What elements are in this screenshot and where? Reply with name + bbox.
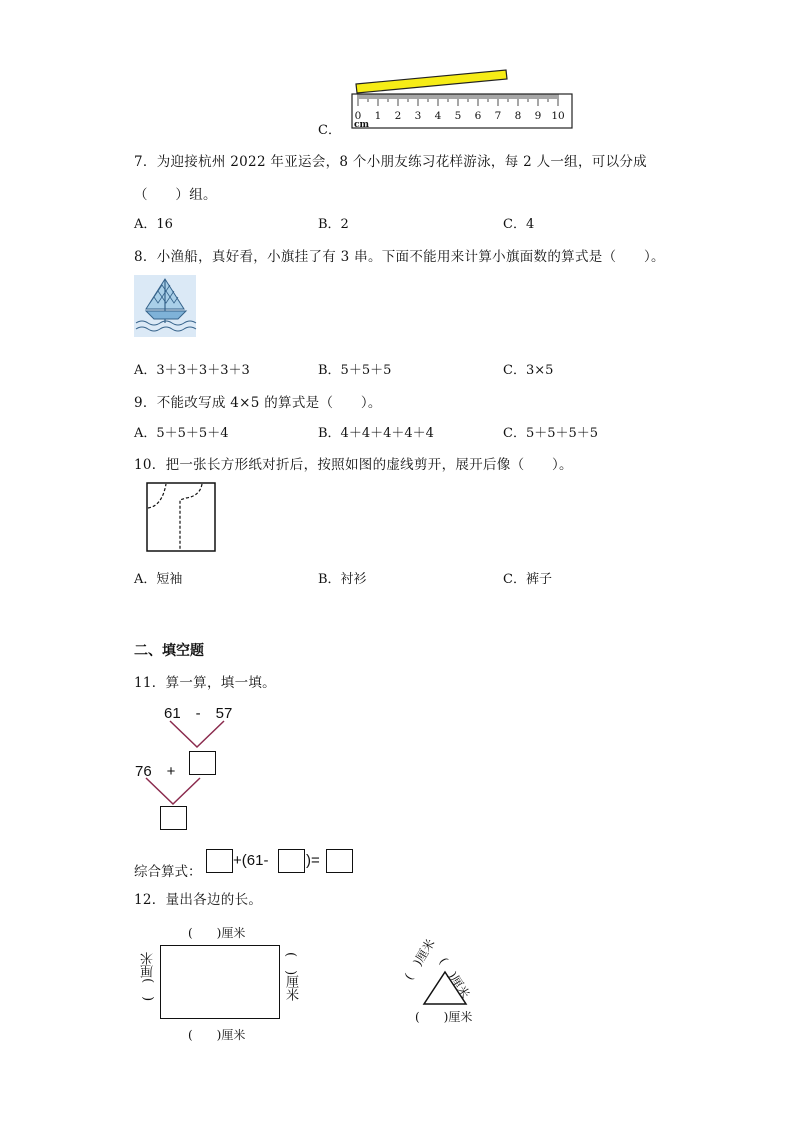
q11-combined-label: 综合算式： bbox=[134, 864, 202, 880]
q7-text-line2: （ ）组。 bbox=[134, 187, 217, 203]
q11-combined-box-2[interactable] bbox=[278, 849, 305, 873]
rect-right-label[interactable]: ( )厘米 bbox=[283, 952, 298, 1002]
q11-combined-box-3[interactable] bbox=[326, 849, 353, 873]
q9-option-b[interactable]: B．4＋4＋4＋4＋4 bbox=[318, 426, 434, 441]
ruler-number: 5 bbox=[454, 110, 462, 122]
yellow-strip bbox=[356, 70, 507, 93]
q8-option-a[interactable]: A．3＋3＋3＋3＋3 bbox=[134, 363, 250, 378]
rect-bottom-label[interactable]: ( )厘米 bbox=[188, 1028, 246, 1042]
q8-text: 8．小渔船，真好看，小旗挂了有 3 串。下面不能用来计算小旗面数的算式是（ ）。 bbox=[134, 249, 665, 265]
ruler-number: 8 bbox=[514, 110, 522, 122]
rect-left-label[interactable]: ( )厘米 bbox=[141, 952, 156, 1002]
q11-mid-left: 76 + bbox=[135, 763, 176, 780]
q11-combined-close-eq: )= bbox=[306, 852, 320, 869]
q11-combined-box-1[interactable] bbox=[206, 849, 233, 873]
q11-connector-top bbox=[164, 719, 244, 749]
q11-combined-plus-open: +(61- bbox=[233, 852, 269, 869]
q7-option-c[interactable]: C．4 bbox=[503, 217, 535, 232]
q11-connector-bottom bbox=[140, 776, 220, 806]
ruler-number: 0 bbox=[354, 110, 362, 122]
ruler-number: 10 bbox=[551, 110, 565, 122]
q7-option-b[interactable]: B．2 bbox=[318, 217, 349, 232]
q9-option-c[interactable]: C．5＋5＋5＋5 bbox=[503, 426, 599, 441]
q6-option-c-label[interactable]: C． bbox=[318, 123, 341, 138]
q9-text: 9．不能改写成 4×5 的算式是（ ）。 bbox=[134, 395, 382, 411]
q6-ruler-figure bbox=[350, 66, 575, 132]
ruler-number: 9 bbox=[534, 110, 542, 122]
q12-text: 12．量出各边的长。 bbox=[134, 892, 263, 908]
q11-text: 11．算一算，填一填。 bbox=[134, 675, 276, 691]
rect-top-label[interactable]: ( )厘米 bbox=[188, 926, 246, 940]
ruler-number: 2 bbox=[394, 110, 402, 122]
fishing-boat-image bbox=[134, 275, 196, 337]
section-title-fill-in: 二、填空题 bbox=[134, 643, 204, 659]
measure-rectangle bbox=[160, 945, 280, 1019]
q8-option-c[interactable]: C．3×5 bbox=[503, 363, 554, 378]
triangle-right-label[interactable]: ( )厘米 bbox=[436, 955, 473, 1001]
ruler-number: 6 bbox=[474, 110, 482, 122]
triangle-left-label[interactable]: ( )厘米 bbox=[401, 936, 438, 983]
q11-answer-box-sum[interactable] bbox=[160, 806, 187, 830]
q8-option-b[interactable]: B．5＋5＋5 bbox=[318, 363, 392, 378]
folded-paper-figure bbox=[146, 482, 218, 554]
q9-option-a[interactable]: A．5＋5＋5＋4 bbox=[134, 426, 229, 441]
q10-option-a[interactable]: A．短袖 bbox=[134, 572, 183, 587]
ruler-number: 3 bbox=[414, 110, 422, 122]
q10-option-b[interactable]: B．衬衫 bbox=[318, 572, 367, 587]
ruler-number: 4 bbox=[434, 110, 442, 122]
q10-option-c[interactable]: C．裤子 bbox=[503, 572, 552, 587]
q10-text: 10．把一张长方形纸对折后，按照如图的虚线剪开，展开后像（ ）。 bbox=[134, 457, 573, 473]
q7-text-line1: 7．为迎接杭州 2022 年亚运会，8 个小朋友练习花样游泳，每 2 人一组，可以分成 bbox=[134, 154, 647, 170]
ruler-number: 1 bbox=[374, 110, 382, 122]
triangle-bottom-label[interactable]: ( )厘米 bbox=[415, 1010, 473, 1024]
q7-option-a[interactable]: A．16 bbox=[134, 217, 173, 232]
q11-answer-box-difference[interactable] bbox=[189, 751, 216, 775]
q11-top-expression: 61 - 57 bbox=[164, 705, 233, 722]
ruler-number: 7 bbox=[494, 110, 502, 122]
ruler-unit: cm bbox=[354, 120, 370, 130]
